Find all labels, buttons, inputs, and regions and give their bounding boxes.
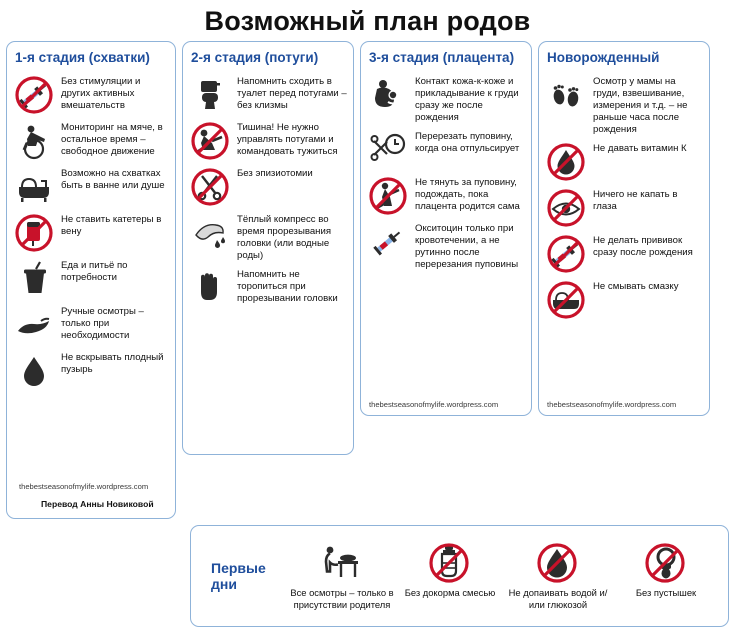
exam-with-parent-icon xyxy=(316,541,368,585)
toilet-icon xyxy=(189,75,231,115)
item-text: Осмотр у мамы на груди, взвешивание, измерения и т.д. – не раньше часа после рождения xyxy=(593,75,688,136)
list-item xyxy=(189,268,347,308)
hand-stop-icon xyxy=(189,268,231,308)
list-item xyxy=(189,167,347,207)
item-text: Тёплый компресс во время прорезывания головки (или водные роды) xyxy=(237,213,332,262)
syringe-icon xyxy=(367,222,409,262)
item-text: Мониторинг на мяче, в остальное время – свободное движение xyxy=(61,121,163,158)
columns-container xyxy=(0,41,735,519)
list-item xyxy=(367,130,525,170)
list-item xyxy=(13,213,169,253)
no-iv-drip-icon xyxy=(13,213,55,253)
drink-cup-icon xyxy=(13,259,55,299)
section-title: Первые дни xyxy=(211,560,266,592)
item-text: Все осмотры – только в присутствии родителя xyxy=(290,587,394,610)
warm-compress-icon xyxy=(189,213,231,253)
column-stage-3 xyxy=(360,41,532,416)
item-text: Не вскрывать плодный пузырь xyxy=(61,351,164,375)
column-title: Новорожденный xyxy=(547,50,660,65)
delayed-cord-clamping-icon xyxy=(367,130,409,170)
items-list xyxy=(545,75,703,320)
column-title: 2-я стадия (потуги) xyxy=(191,50,319,65)
item-text: Не тянуть за пуповину, подождать, пока плацента родится сама xyxy=(415,177,520,213)
item-text: Без докорма смесью xyxy=(404,587,496,599)
water-drop-icon xyxy=(13,351,55,391)
list-item xyxy=(367,75,525,124)
hand-exam-icon xyxy=(13,305,55,345)
list-item xyxy=(367,222,525,271)
item-text: Ручные осмотры – только при необходимости xyxy=(61,305,144,342)
source-credit: thebestseasonofmylife.wordpress.com xyxy=(19,482,149,491)
item-text: Не ставить катетеры в вену xyxy=(61,213,162,237)
no-cord-traction-icon xyxy=(367,176,409,216)
list-item xyxy=(396,541,504,599)
column-title: 1-я стадия (схватки) xyxy=(15,50,150,65)
list-item xyxy=(13,305,169,345)
item-text: Возможно на схватках быть в ванне или душе xyxy=(61,167,165,191)
list-item xyxy=(13,167,169,207)
items-list xyxy=(367,75,525,272)
no-vaccine-icon xyxy=(545,234,587,274)
no-syringe-icon xyxy=(13,75,55,115)
baby-feet-icon xyxy=(545,75,587,115)
list-item xyxy=(545,142,703,182)
translator-credit: Перевод Анны Новиковой xyxy=(41,499,154,509)
list-item xyxy=(612,541,720,599)
item-text: Контакт кожа-к-коже и прикладывание к груди сразу же после рождения xyxy=(415,75,519,124)
list-item xyxy=(545,75,703,136)
item-text: Напомнить не торопиться при прорезывании головки xyxy=(237,269,338,305)
list-item xyxy=(189,121,347,161)
item-text: Еда и питьё по потребности xyxy=(61,259,128,283)
list-item xyxy=(13,75,169,115)
item-text: Без эпизиотомии xyxy=(237,167,313,179)
list-item xyxy=(13,259,169,299)
column-newborn xyxy=(538,41,710,416)
item-text: Окситоцин только при кровотечении, а не рутинно после перерезания пуповины xyxy=(415,223,519,271)
skin-to-skin-icon xyxy=(367,75,409,115)
page-title: Возможный план родов xyxy=(204,6,531,36)
no-water-glucose-icon xyxy=(536,541,580,585)
item-text: Без пустышек xyxy=(635,587,697,599)
item-text: Не смывать смазку xyxy=(593,281,679,293)
list-item xyxy=(189,213,347,262)
column-stage-1 xyxy=(6,41,176,519)
items-list xyxy=(13,75,169,391)
bathtub-icon xyxy=(13,167,55,207)
item-text: Напомнить сходить в туалет перед потугами – без клизмы xyxy=(237,75,347,112)
source-credit: thebestseasonofmylife.wordpress.com xyxy=(547,400,677,409)
birth-ball-icon xyxy=(13,121,55,161)
column-title: 3-я стадия (плацента) xyxy=(369,50,515,65)
list-item xyxy=(13,351,169,391)
no-bath-icon xyxy=(545,280,587,320)
column-stage-2 xyxy=(182,41,354,455)
item-text: Не давать витамин К xyxy=(593,143,687,155)
list-item xyxy=(545,280,703,320)
item-text: Перерезать пуповину, когда она отпульсирует xyxy=(415,131,520,155)
item-text: Без стимуляции и других активных вмешательств xyxy=(61,75,141,112)
no-coached-pushing-icon xyxy=(189,121,231,161)
item-text: Ничего не капать в глаза xyxy=(593,189,678,213)
item-text: Не делать прививок сразу после рождения xyxy=(593,235,693,259)
list-item xyxy=(545,188,703,228)
no-formula-icon xyxy=(428,541,472,585)
list-item xyxy=(367,176,525,216)
section-first-days xyxy=(190,525,729,627)
list-item xyxy=(13,121,169,161)
no-eye-drops-icon xyxy=(545,188,587,228)
items-list xyxy=(189,75,347,308)
list-item xyxy=(189,75,347,115)
item-text: Тишина! Не нужно управлять потугами и командовать тужиться xyxy=(237,121,338,158)
no-pacifier-icon xyxy=(644,541,688,585)
no-vitamin-k-icon xyxy=(545,142,587,182)
source-credit: thebestseasonofmylife.wordpress.com xyxy=(369,400,499,409)
no-scissors-icon xyxy=(189,167,231,207)
item-text: Не допаивать водой и/или глюкозой xyxy=(508,587,608,610)
list-item xyxy=(545,234,703,274)
